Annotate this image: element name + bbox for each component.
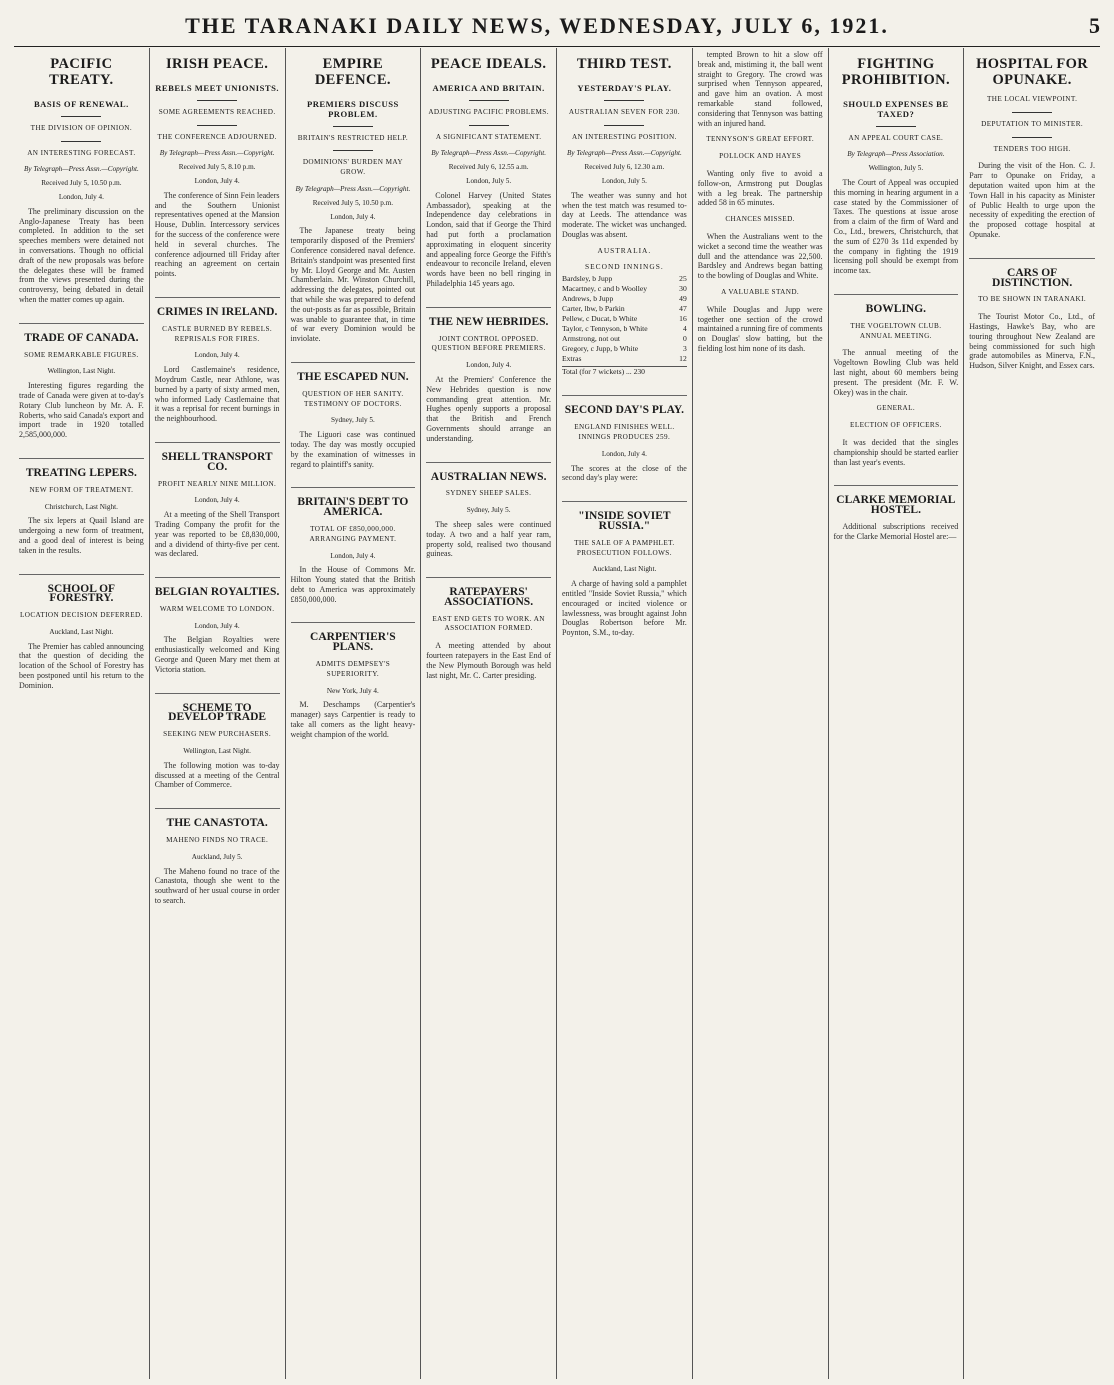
section-title: A VALUABLE STAND. [721,287,800,296]
section-subtitle: ADMITS DEMPSEY'S SUPERIORITY. [315,660,391,678]
article-subtitle: AMERICA AND BRITAIN. [432,83,545,93]
section-title: CHANCES MISSED. [725,215,795,224]
section-dateline: New York, July 4. [326,686,379,695]
runs: 0 [682,334,687,344]
column-third-test [557,48,693,1379]
press-credit: By Telegraph—Press Association. [847,150,945,159]
score-row [562,324,687,334]
section-dateline: Auckland, Last Night. [49,627,114,636]
article-title: FIGHTING PROHIBITION. [841,56,951,88]
column-irish-peace [150,48,286,1379]
section-title: RATEPAYERS' ASSOCIATIONS. [426,577,551,608]
section-dateline: London, July 4. [194,351,240,360]
section-title: POLLOCK AND HAYES [719,152,802,161]
section-title: CRIMES IN IRELAND. [155,297,280,318]
article-title: IRISH PEACE. [165,56,269,72]
section-subtitle: THE SALE OF A PAMPHLET. PROSECUTION FOLLOWS. [574,538,675,557]
press-credit: By Telegraph—Press Assn.—Copyright. [567,149,682,158]
article-title: PEACE IDEALS. [430,56,547,72]
article-body: The weather was sunny and hot when the test match was resumed to-day at Leeds. The attendance was moderate. The wicket was unchanged. Douglas was absent. [562,190,687,239]
section-subtitle: THE VOGELTOWN CLUB. ANNUAL MEETING. [850,321,942,340]
section-title: TRADE OF CANADA. [19,323,144,344]
article-subtitle: DEPUTATION TO MINISTER. [981,119,1084,128]
page-number: 5 [1089,13,1100,38]
article-subtitle: THE CONFERENCE ADJOURNED. [157,132,277,141]
section-dateline: Christchurch, Last Night. [44,502,118,511]
dateline: London, July 4. [194,176,240,185]
batsman: Carter, lbw, b Parkin [562,304,625,314]
article-subtitle: THE LOCAL VIEWPOINT. [986,95,1078,103]
section-dateline: Wellington, Last Night. [183,747,251,756]
article-title: THIRD TEST. [576,56,672,72]
dateline: London, July 5. [466,176,512,185]
section-subtitle: EAST END GETS TO WORK. AN ASSOCIATION FORMED. [432,614,545,633]
article-subtitle: SOME AGREEMENTS REACHED. [158,107,276,116]
section-body: At a meeting of the Shell Transport Trading Company the profit for the year was reported to be £8,830,000, and a dividend of thirty-five per cent. was declared. [154,510,280,559]
press-credit: By Telegraph—Press Assn.—Copyright. [24,165,139,174]
section-body: A meeting attended by about fourteen ratepayers in the East End of the New Plymouth Borough was held last night, Mr. C. Carter presiding. [426,641,551,680]
column-hospital-opunake [964,48,1100,1379]
section-dateline: London, July 4. [466,361,512,370]
divider [197,125,237,126]
article-body: tempted Brown to hit a slow off break and, mistiming it, the ball went straight to Gregory. The crowd was surprised when Tennyson appeared, and gave him an ovation. A most remarkable stand followed, considering that Tennyson was batting with an injured hand. [697,50,823,128]
score-row [562,274,687,284]
divider [1012,137,1052,138]
divider [333,150,373,151]
section-dateline: Sydney, July 5. [466,506,511,515]
column-fighting-prohibition [829,48,965,1379]
received-time: Received July 5, 8.10 p.m. [178,163,256,172]
received-time: Received July 6, 12.30 a.m. [584,163,665,172]
dateline: London, July 4. [330,212,376,221]
score-row [562,354,687,364]
section-body: It was decided that the singles championship should be started earlier than last year's events. [833,437,959,467]
section-dateline: Sydney, July 5. [330,416,375,425]
section-body: The Maheno found no trace of the Canastota, though she went to the southward of her usual course in order to search. [154,866,280,906]
divider [876,126,916,127]
column-pacific-treaty [14,48,150,1379]
section-body: The Belgian Royalties were enthusiastically welcomed and King George and Queen Mary met them at Victoria station. [154,635,280,674]
section-body: Lord Castlemaine's residence, Moydrum Castle, near Athlone, was burned by a party of sixty armed men, who informed Lady Castlemaine that it was a reprisal for recent burnings in the neighbourhood. [154,365,280,424]
article-subtitle: TENDERS TOO HIGH. [993,144,1071,153]
masthead [14,6,1100,47]
section-subtitle: ELECTION OF OFFICERS. [850,421,942,430]
section-body: The following motion was to-day discussed at a meeting of the Central Chamber of Commerce. [154,760,280,790]
received-time: Received July 5, 10.50 p.m. [312,198,393,207]
section-title: TREATING LEPERS. [19,458,144,479]
received-time: Received July 6, 12.55 a.m. [448,163,529,172]
runs: 49 [679,294,687,304]
section-body: The Tourist Motor Co., Ltd., of Hastings, Hawke's Bay, who are touring throughout New Zealand are being commissioned for such high grade automobiles as Minerva, F.N., Hudson, Silver Knight, and Essex cars. [969,312,1095,371]
section-subtitle: TOTAL OF £850,000,000. ARRANGING PAYMENT. [309,524,397,543]
runs: 47 [679,304,687,314]
score-row [562,294,687,304]
section-subtitle: PROFIT NEARLY NINE MILLION. [157,479,277,488]
article-title: EMPIRE DEFENCE. [314,56,391,88]
section-title: BOWLING. [834,294,959,315]
section-title: BRITAIN'S DEBT TO AMERICA. [291,487,416,518]
section-body: While Douglas and Jupp were together one section of the crowd maintained a running fire of comments on Douglas' slow batting, but the fielding lost him none of its dash. [697,304,823,353]
section-body: Additional subscriptions received for the Clarke Memorial Hostel are:— [833,521,959,541]
section-subtitle: MAHENO FINDS NO TRACE. [166,836,269,845]
section-dateline: London, July 4. [194,496,240,505]
article-subtitle: THE DIVISION OF OPINION. [30,123,133,132]
section-body: Interesting figures regarding the trade of Canada were given at to-day's Rotary Club luncheon by Mr. A. F. Roberts, who said Canada's export and import trade in 1920 totalled 2,585,000,000. [19,381,144,440]
batsman: Bardsley, b Jupp [562,274,613,284]
section-title: THE CANASTOTA. [155,808,280,829]
score-row [562,284,687,294]
section-dateline: Auckland, Last Night. [592,565,657,574]
runs: 30 [679,284,687,294]
section-subtitle: JOINT CONTROL OPPOSED. QUESTION BEFORE PREMIERS. [431,334,546,353]
section-subtitle: LOCATION DECISION DEFERRED. [19,611,143,620]
divider [61,116,101,117]
newspaper-columns [14,48,1100,1379]
section-body: Wanting only five to avoid a follow-on, Armstrong put Douglas with a leg break. The partnership added 58 in 65 minutes. [697,168,823,208]
newspaper-title: THE TARANAKI DAILY NEWS, WEDNESDAY, JULY 6, 1921. [185,13,889,38]
score-row [562,344,687,354]
section-subtitle: ENGLAND FINISHES WELL. INNINGS PRODUCES 259. [574,423,675,441]
section-title: GENERAL. [876,404,916,413]
section-title: SCHOOL OF FORESTRY. [19,574,144,605]
divider [604,100,644,101]
section-body: The sheep sales were continued today. A two and a half year ram, property sold, realised two thousand guineas. [426,519,551,559]
article-subtitle: AN INTERESTING POSITION. [571,132,677,141]
article-body: The conference of Sinn Fein leaders and the Southern Unionist representatives opened at the Mansion House, Dublin. Intercessory services for the success of the conference were held in several churches. The conference adjourned till Friday after reaching an agreement on certain points. [154,190,280,279]
article-body: The Japanese treaty being temporarily disposed of the Premiers' Conference considered naval defence. Britain's standpoint was presented first by Mr. Lloyd George and Mr. Austen Chamberlain. Mr. Winston Churchill, addressing the delegates, pointed out that while she was prepared to defend the out-posts as far as possible, Britain was unable to guarantee that, in time of war every Dominion would be inviolate. [290,226,416,344]
section-body: At the Premiers' Conference the New Hebrides question is now commanding great attention. Mr. Hughes openly supports a proposal that the British and French Governments should arrange an understanding. [426,374,551,443]
section-title: BELGIAN ROYALTIES. [155,577,280,598]
divider [604,125,644,126]
section-subtitle: NEW FORM OF TREATMENT. [29,485,134,494]
score-row [562,304,687,314]
article-subtitle: AN APPEAL COURT CASE. [848,133,944,142]
section-body: A charge of having sold a pamphlet entitled "Inside Soviet Russia," which encouraged or incited violence or lawlessness, was brought against John Douglas Robertson before Mr. Poynton, S.M., to-day. [562,579,687,638]
article-subtitle: A SIGNIFICANT STATEMENT. [435,132,542,141]
section-body: The annual meeting of the Vogeltown Bowling Club was held last night, about 60 members being present. The president (Mr. F. W. Okey) was in the chair. [833,348,959,397]
section-title: CLARKE MEMORIAL HOSTEL. [834,485,959,516]
article-body: The preliminary discussion on the Anglo-Japanese Treaty has been completed. In addition to the set speeches members were detained not in conversations. Though no official draft of the new proposals was before the delegates these will be framed from the views presented during the controversy, being debated in detail when the matter comes up again. [19,206,144,304]
section-subtitle: QUESTION OF HER SANITY. TESTIMONY OF DOCTORS. [302,389,404,408]
section-title: CARS OF DISTINCTION. [969,258,1095,289]
article-title: PACIFIC TREATY. [49,56,114,88]
article-subtitle: ADJUSTING PACIFIC PROBLEMS. [428,107,549,116]
section-dateline: Wellington, Last Night. [47,367,116,376]
column-peace-ideals [421,48,557,1379]
section-dateline: London, July 4. [330,551,376,560]
score-total: Total (for 7 wickets) ... 230 [562,366,687,377]
batsman: Taylor, c Tennyson, b White [562,324,648,334]
section-subtitle: SYDNEY SHEEP SALES. [445,489,532,498]
article-subtitle: TENNYSON'S GREAT EFFORT. [706,135,815,144]
section-subtitle: CASTLE BURNED BY REBELS. REPRISALS FOR FIRES. [162,324,273,343]
dateline: London, July 4. [58,192,104,201]
runs: 16 [679,314,687,324]
article-subtitle: YESTERDAY'S PLAY. [577,83,672,93]
batsman: Extras [562,354,582,364]
section-body: The six lepers at Quail Island are undergoing a new form of treatment, and a good deal of interest is being taken in the results. [19,516,144,555]
divider [197,100,237,101]
divider [61,141,101,142]
section-body: When the Australians went to the wicket a second time the weather was dull and the attendance was 22,500. Bardsley and Andrews began batting to the bowling of Douglas and White. [697,231,823,281]
section-body: M. Deschamps (Carpentier's manager) says Carpentier is ready to take all comers as the light heavy-weight champion of the world. [290,700,416,739]
section-body: In the House of Commons Mr. Hilton Young stated that the British debt to America was approximately £850,000,000. [290,565,416,604]
article-subtitle: SHOULD EXPENSES BE TAXED? [843,99,949,119]
section-dateline: London, July 4. [601,449,647,458]
article-subtitle: BASIS OF RENEWAL. [33,99,129,109]
section-body: The Premier has cabled announcing that the question of deciding the location of the School of Forestry has been postponed until his return to the Dominion. [19,641,144,690]
press-credit: By Telegraph—Press Assn.—Copyright. [295,184,411,193]
column-cricket-continued [693,48,829,1379]
press-credit: By Telegraph—Press Assn.—Copyright. [159,149,275,158]
section-dateline: London, July 4. [194,621,240,630]
dateline: London, July 5. [601,176,647,185]
batsman: Gregory, c Jupp, b White [562,344,639,354]
article-subtitle: AUSTRALIAN SEVEN FOR 230. [568,107,680,116]
article-body: During the visit of the Hon. C. J. Parr to Opunake on Friday, a deputation waited upon him at the Town Hall in his capacity as Minister of Public Health to urge upon the necessity of expediting the erection of the proposed cottage hospital at Opunake. [969,161,1095,239]
divider [469,125,509,126]
column-empire-defence [286,48,422,1379]
article-subtitle: PREMIERS DISCUSS PROBLEM. [306,99,399,119]
section-title: CARPENTIER'S PLANS. [291,622,416,653]
batsman: Macartney, c and b Woolley [562,284,647,294]
article-body: Colonel Harvey (United States Ambassador), speaking at the Independence day celebrations in London, said that if George the Third had put forth a proclamation approximating in eloquent sincerity and appealing force George the Fifth's endeavour to reconcile Ireland, eleven words have been no bell ringing in Philadelphia 145 years ago. [426,190,551,288]
article-subtitle: BRITAIN'S RESTRICTED HELP. [297,133,409,142]
runs: 3 [682,344,687,354]
scoreboard-team: AUSTRALIA. [597,245,652,255]
batsman: Andrews, b Jupp [562,294,614,304]
section-title: SHELL TRANSPORT CO. [155,442,280,473]
section-dateline: Auckland, July 5. [191,852,243,861]
section-subtitle: WARM WELCOME TO LONDON. [159,604,275,613]
section-subtitle: SEEKING NEW PURCHASERS. [163,730,272,739]
divider [1012,112,1052,113]
received-time: Received July 5, 10.50 p.m. [41,179,122,188]
section-body: The Liguori case was continued today. The day was mostly occupied by the examination of witnesses in regard to plaintiff's sanity. [290,430,416,469]
section-body: The scores at the close of the second day's play were: [562,463,687,483]
runs: 12 [679,354,687,364]
article-subtitle: AN INTERESTING FORECAST. [27,148,136,157]
section-title: THE ESCAPED NUN. [291,362,416,383]
section-title: AUSTRALIAN NEWS. [426,462,551,483]
article-subtitle: DOMINIONS' BURDEN MAY GROW. [302,158,403,177]
article-title: HOSPITAL FOR OPUNAKE. [976,56,1089,88]
section-title: SECOND DAY'S PLAY. [562,395,687,416]
batsman: Pellew, c Ducat, b White [562,314,638,324]
divider [469,100,509,101]
scoreboard-innings: SECOND INNINGS. [585,261,664,271]
press-credit: By Telegraph—Press Assn.—Copyright. [431,149,546,158]
section-title: THE NEW HEBRIDES. [426,307,551,328]
dateline: Wellington, July 5. [868,164,924,173]
runs: 4 [682,324,687,334]
article-body: The Court of Appeal was occupied this morning in hearing argument in a case stated by the Commissioner of Taxes. The questions at issue arose from a claim of the firm of Ward and Co., Ltd., brewers, Christchurch, that the sum of £270 3s 11d expended by the company in fighting the 1919 licensing poll should be exempt from income tax. [833,177,959,276]
score-row [562,334,687,344]
divider [333,126,373,127]
article-subtitle: REBELS MEET UNIONISTS. [155,83,280,93]
section-title: "INSIDE SOVIET RUSSIA." [562,501,687,532]
score-row [562,314,687,324]
runs: 25 [679,274,687,284]
batsman: Armstrong, not out [562,334,621,344]
section-subtitle: TO BE SHOWN IN TARANAKI. [978,295,1087,304]
section-subtitle: SOME REMARKABLE FIGURES. [24,350,139,359]
section-title: SCHEME TO DEVELOP TRADE [155,693,280,724]
